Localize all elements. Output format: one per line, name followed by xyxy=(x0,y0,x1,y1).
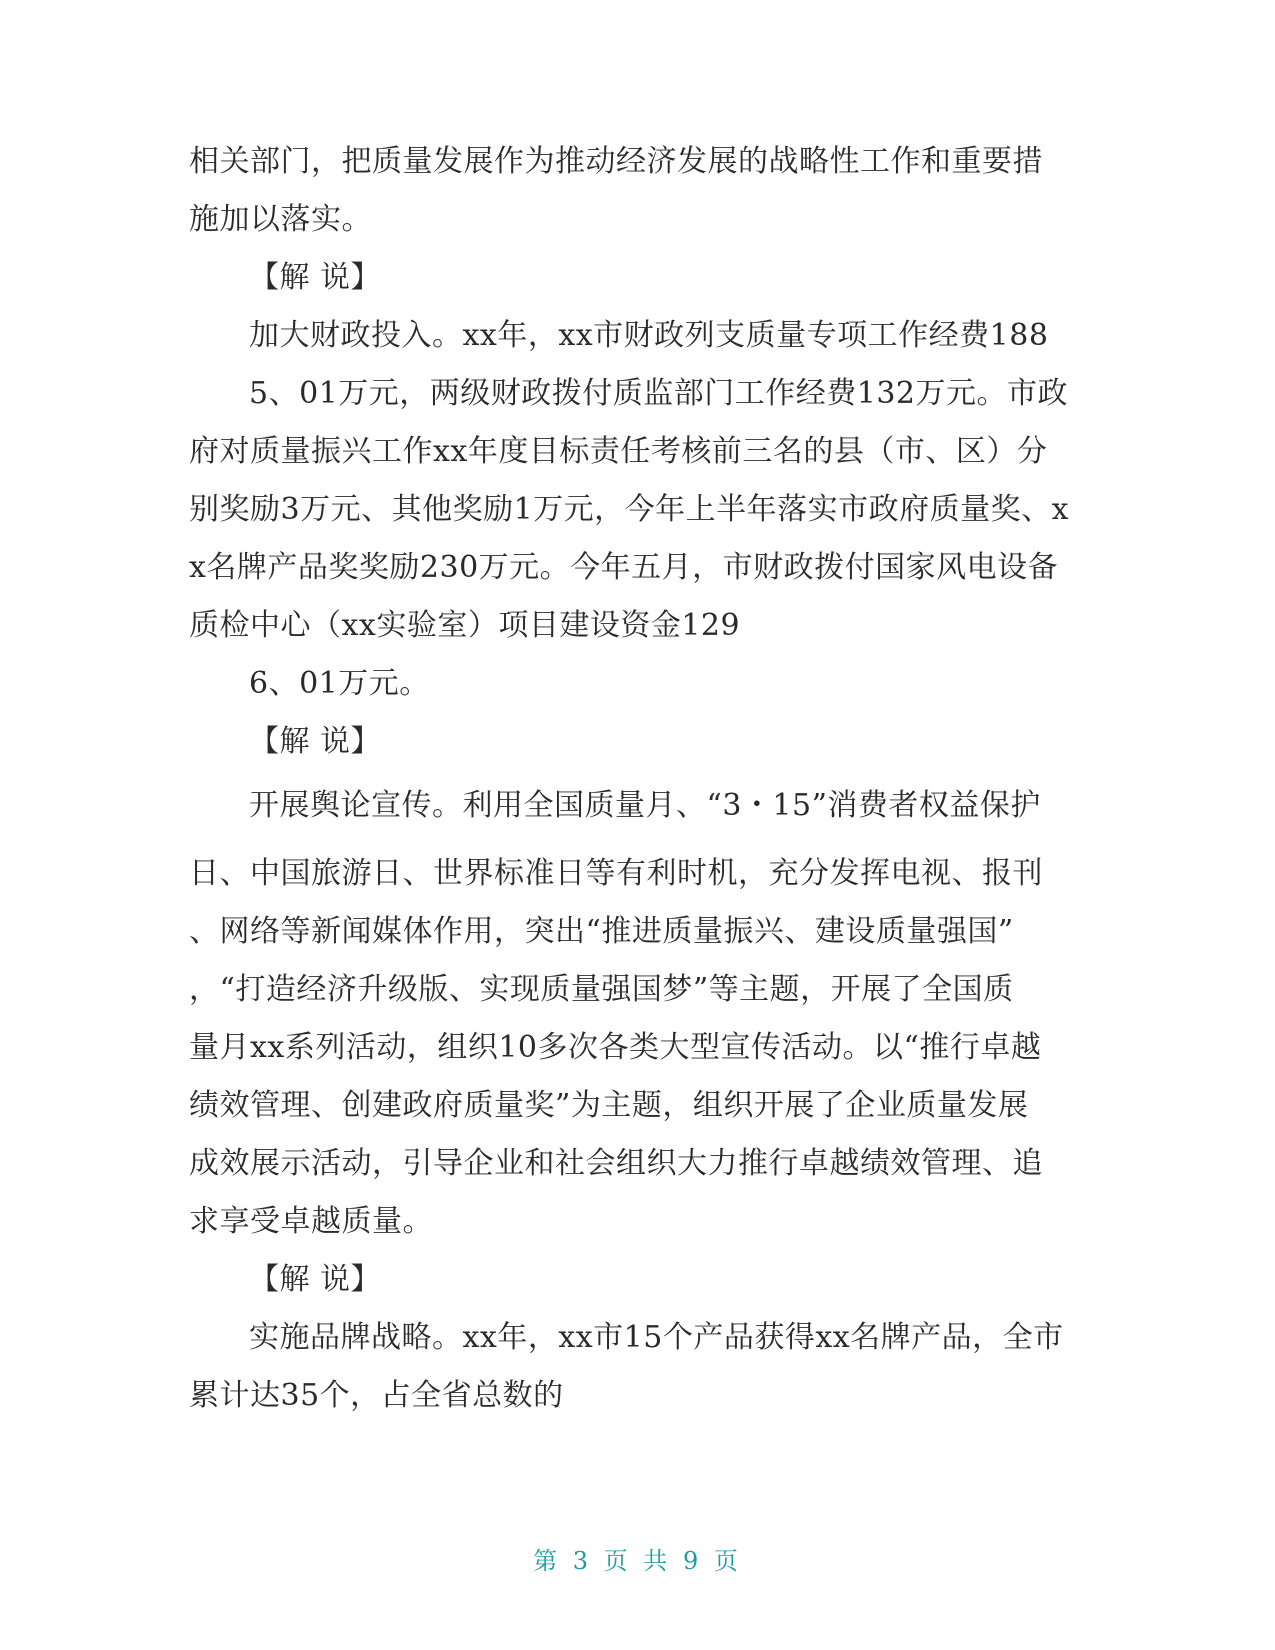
text-line: ，“打造经济升级版、实现质量强国梦”等主题，开展了全国质 xyxy=(189,972,1014,1007)
text-line: 6、01万元。 xyxy=(249,666,430,701)
paragraph-first-line: 实施品牌战略。xx年，xx市15个产品获得xx名牌产品，全市 xyxy=(249,1320,1064,1355)
section-heading-explanation: 【解 说】 xyxy=(249,724,382,759)
page-number-footer: 第 3 页 共 9 页 xyxy=(533,1547,742,1575)
paragraph-first-line: 开展舆论宣传。利用全国质量月、“3・15”消费者权益保护 xyxy=(249,788,1041,823)
text-line: 量月xx系列活动，组织10多次各类大型宣传活动。以“推行卓越 xyxy=(189,1030,1042,1065)
text-line: 求享受卓越质量。 xyxy=(189,1204,433,1239)
text-line: 、网络等新闻媒体作用，突出“推进质量振兴、建设质量强国” xyxy=(189,914,1014,949)
paragraph-first-line: 加大财政投入。xx年，xx市财政列支质量专项工作经费188 xyxy=(249,318,1049,353)
text-line: x名牌产品奖奖励230万元。今年五月，市财政拨付国家风电设备 xyxy=(189,550,1059,585)
text-line: 质检中心（xx实验室）项目建设资金129 xyxy=(189,608,741,643)
section-heading-explanation: 【解 说】 xyxy=(249,1262,382,1297)
text-line: 日、中国旅游日、世界标准日等有利时机，充分发挥电视、报刊 xyxy=(189,856,1043,891)
text-line: 5、01万元，两级财政拨付质监部门工作经费132万元。市政 xyxy=(249,376,1069,411)
text-line: 别奖励3万元、其他奖励1万元，今年上半年落实市政府质量奖、x xyxy=(189,492,1070,527)
text-line: 相关部门，把质量发展作为推动经济发展的战略性工作和重要措 xyxy=(189,144,1043,179)
section-heading-explanation: 【解 说】 xyxy=(249,260,382,295)
text-line: 成效展示活动，引导企业和社会组织大力推行卓越绩效管理、追 xyxy=(189,1146,1043,1181)
text-line: 府对质量振兴工作xx年度目标责任考核前三名的县（市、区）分 xyxy=(189,434,1048,469)
text-line: 绩效管理、创建政府质量奖”为主题，组织开展了企业质量发展 xyxy=(189,1088,1029,1123)
text-line: 累计达35个，占全省总数的 xyxy=(189,1378,564,1413)
text-line: 施加以落实。 xyxy=(189,202,372,237)
